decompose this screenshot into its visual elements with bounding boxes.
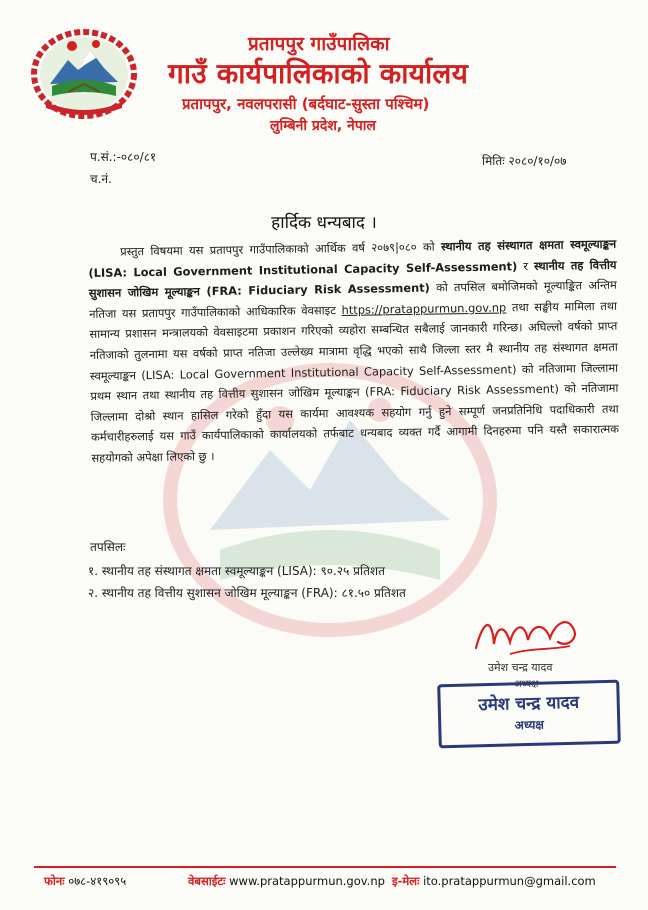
website-url[interactable]: www.pratappurmun.gov.np [229,874,385,888]
letter-date: मितिः २०८०/१०/०७ [482,154,567,168]
detail-item-fra: २. स्थानीय तह वित्तीय सुशासन जोखिम मूल्याङ्कन (FRA): ८१.५० प्रतिशत [88,586,406,600]
office-name: गाउँ कार्यपालिकाको कार्यालय [168,57,469,90]
footer-divider [34,866,616,868]
email-label: इ-मेलः [392,874,420,888]
letter-title: हार्दिक धन्यबाद । [271,213,377,233]
body-conjunction: र [523,258,529,273]
official-stamp [437,680,621,749]
lisa-term: स्थानीय तह संस्थागत क्षमता स्वमूल्याङ्कन (LISA: Local Government Institutional Capacity Self-Assessment) [88,236,617,280]
letter-body [88,234,619,469]
signer-title: अध्यक्ष [514,679,539,690]
stamp-title: अध्यक्ष [514,717,545,733]
details-title: तपसिलः [90,540,126,554]
detail-item-lisa: १. स्थानीय तह संस्थागत क्षमता स्वमूल्याङ्कन (LISA): ९०.२५ प्रतिशत [88,564,385,578]
website-link[interactable]: https://pratappurmun.gov.np [341,300,507,317]
handwritten-signature-icon [470,608,590,666]
body-paragraph [88,234,619,469]
province-name: लुम्बिनी प्रदेश, नेपाल [270,118,376,134]
nepal-emblem-icon [28,22,140,120]
office-address: प्रतापपुर, नवलपरासी (बर्दघाट-सुस्ता पश्चिम) [182,95,430,113]
body-intro: प्रस्तुत विषयमा यस प्रतापपुर गाउँपालिकाको आर्थिक वर्ष २०७९|०८० को [120,239,435,259]
email-address[interactable]: ito.pratappurmun@gmail.com [423,874,596,888]
phone-number: ०७८-४१९०९५ [68,874,127,888]
signer-name: उमेश चन्द्र यादव [488,661,553,674]
body-rest: तथा सङ्घीय मामिला तथा सामान्य प्रशासन मन्त्रालयको वेवसाइटमा प्रकाशन गरिएको व्यहोरा सम्बन्धित सबैलाई जानकारी गरिन्छ। अघिल्लो वर्षको प्राप्त नतिजाको तुलनामा यस वर्षको प्राप्त नतिजा उल्लेख्य मात्रामा वृद्धि भएको साथै जिल्ला स्तर मै स्थानीय तह संस्थागत क्षमता स्वमूल्याङ्कन (LISA: Local Government Institutional Capacity Self-Assessment) को नतिजामा जिल्लामा प्रथम स्थान तथा स्थानीय तह वित्तीय सुशासन जोखिम मूल्याङ्कन (FRA: Fiduciary Risk Assessment) को नतिजामा जिल्लामा दोश्रो स्थान हासिल गरेको हुँदा यस कार्यमा आवश्यक सहयोग गर्नु हुने सम्पूर्ण जनप्रतिनिधि पदाधिकारी तथा कर्मचारीहरुलाई यस गाउँ कार्यपालिकाको कार्यालयको तर्फबाट धन्यबाद व्यक्त गर्दै आगामी दिनहरुमा पनि यस्तै सकारात्मक सहयोगको अपेक्षा लिएको छु । [89,298,620,465]
reference-number: प.सं.:-०८०/८१ [90,150,157,164]
dispatch-number: च.नं. [90,172,112,186]
footer-email [392,874,596,889]
body-publication: को तपसिल बमोजिमको मूल्याङ्कित अन्तिम नतिजा यस प्रतापपुर गाउँपालिकाको आधिकारिक वेवसाइट [89,277,617,321]
stamp-name: उमेश चन्द्र यादव [478,692,580,716]
footer-phone [44,874,126,889]
org-name: प्रतापपुर गाउँपालिका [248,33,390,55]
phone-label: फोनः [44,874,65,888]
website-label: वेबसाईटः [188,874,226,888]
fra-term: स्थानीय तह वित्तीय सुशासन जोखिम मूल्याङ्कन (FRA: Fiduciary Risk Assessment) [88,257,617,301]
footer-website [188,874,385,889]
